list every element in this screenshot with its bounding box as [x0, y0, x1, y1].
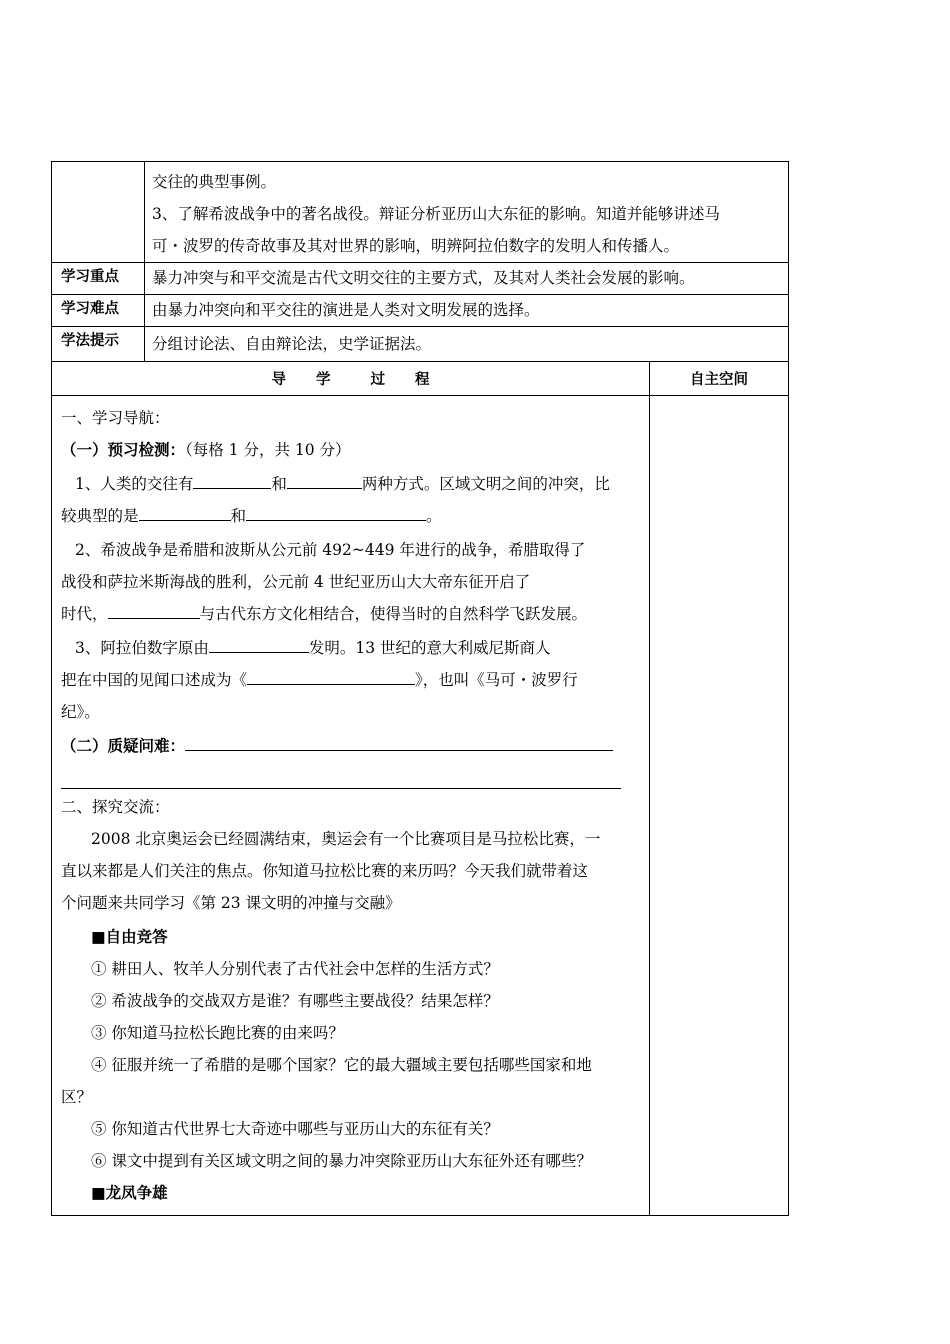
self-space-cell[interactable] — [650, 396, 789, 1216]
objectives-line: 交往的典型事例。 — [152, 173, 277, 191]
pretest-heading — [61, 434, 643, 466]
difficulty-label: 学习难点 — [52, 295, 145, 327]
method-label: 学法提示 — [52, 327, 145, 362]
intro-line: 直以来都是人们关注的焦点。你知道马拉松比赛的来历吗？今天我们就带着这 — [61, 862, 589, 880]
q3-text: 》，也叫《马可・波罗行 — [415, 671, 578, 689]
q2-text: 与古代东方文化相结合，使得当时的自然科学飞跃发展。 — [199, 605, 588, 623]
objectives-line: 可・波罗的传奇故事及其对世界的影响，明辨阿拉伯数字的发明人和传播人。 — [152, 237, 680, 255]
objectives-line: 3、了解希波战争中的著名战役。辩证分析亚历山大东征的影响。知道并能够讲述马 — [152, 205, 720, 223]
q1-text: 1、人类的交往有 — [75, 475, 194, 493]
q2-line1: 2、希波战争是希腊和波斯从公元前 492~449 年进行的战争，希腊取得了 — [75, 541, 586, 559]
objectives-text-cell — [145, 162, 789, 263]
objectives-label-cell — [52, 162, 145, 263]
process-body — [52, 396, 650, 1216]
blank-field[interactable] — [209, 636, 309, 653]
free-question-2: ② 希波战争的交战双方是谁？有哪些主要战役？结果怎样？ — [91, 992, 499, 1010]
q1-text: 较典型的是 — [61, 507, 139, 525]
free-question-4: ④ 征服并统一了希腊的是哪个国家？它的最大疆域主要包括哪些国家和地 — [91, 1056, 592, 1074]
method-row — [52, 327, 789, 362]
question-field[interactable] — [185, 734, 613, 751]
q3-line2 — [61, 664, 643, 696]
process-header-char: 导 — [271, 372, 286, 388]
blank-field[interactable] — [247, 668, 415, 685]
q3-text: 把在中国的见闻口述成为《 — [61, 671, 248, 689]
q3-line1 — [61, 632, 643, 664]
q2-line2: 战役和萨拉米斯海战的胜利，公元前 4 世纪亚历山大大帝东征开启了 — [61, 573, 531, 591]
free-answer-heading: ■自由竞答 — [91, 928, 168, 946]
key-points-label: 学习重点 — [52, 263, 145, 295]
q1-text: 和 — [271, 475, 287, 493]
process-header — [52, 362, 650, 396]
question-field-line2[interactable] — [61, 762, 621, 789]
q2-text: 时代， — [61, 605, 108, 623]
free-question-4-cont: 区？ — [61, 1088, 93, 1106]
section2-title: 二、探究交流： — [61, 798, 170, 816]
free-question-5: ⑤ 你知道古代世界七大奇迹中哪些与亚历山大的东征有关？ — [91, 1120, 499, 1138]
question-label: （二）质疑问难： — [61, 737, 186, 755]
process-header-char: 程 — [415, 372, 430, 388]
q3-text: 发明。13 世纪的意大利威尼斯商人 — [308, 639, 551, 657]
q1-text: 。 — [426, 507, 442, 525]
q2-line3 — [61, 598, 643, 630]
free-question-1: ① 耕田人、牧羊人分别代表了古代社会中怎样的生活方式？ — [91, 960, 499, 978]
key-points-row — [52, 263, 789, 295]
q1-text: 和 — [230, 507, 247, 525]
lesson-plan-page — [51, 161, 788, 1216]
question-heading — [61, 730, 643, 762]
q1-line1 — [61, 468, 643, 500]
q1-text: 两种方式。区域文明之间的冲突，比 — [361, 475, 610, 493]
blank-field[interactable] — [193, 472, 271, 489]
blank-field[interactable] — [108, 602, 200, 619]
lesson-plan-table — [51, 161, 789, 1216]
q3-text: 3、阿拉伯数字原由 — [75, 639, 209, 657]
intro-line: 2008 北京奥运会已经圆满结束，奥运会有一个比赛项目是马拉松比赛，一 — [91, 830, 601, 848]
section1-title: 一、学习导航： — [61, 409, 170, 427]
blank-field[interactable] — [139, 504, 231, 521]
free-question-6: ⑥ 课文中提到有关区域文明之间的暴力冲突除亚历山大东征外还有哪些？ — [91, 1152, 592, 1170]
process-header-row — [52, 362, 789, 396]
self-space-header: 自主空间 — [650, 362, 789, 396]
pretest-score: （每格 1 分，共 10 分） — [185, 441, 351, 459]
blank-field[interactable] — [246, 504, 426, 521]
difficulty-text: 由暴力冲突向和平交往的演进是人类对文明发展的选择。 — [145, 295, 789, 327]
intro-line: 个问题来共同学习《第 23 课文明的冲撞与交融》 — [61, 894, 401, 912]
q3-line3: 纪》。 — [61, 703, 100, 721]
process-body-row — [52, 396, 789, 1216]
process-header-char: 过 — [370, 372, 385, 388]
objectives-row — [52, 162, 789, 263]
difficulty-row — [52, 295, 789, 327]
process-header-char: 学 — [316, 372, 331, 388]
dragon-phoenix-heading: ■龙凤争雄 — [91, 1184, 168, 1202]
free-question-3: ③ 你知道马拉松长跑比赛的由来吗？ — [91, 1024, 344, 1042]
pretest-label: （一）预习检测： — [61, 441, 186, 459]
key-points-text: 暴力冲突与和平交流是古代文明交往的主要方式，及其对人类社会发展的影响。 — [145, 263, 789, 295]
blank-field[interactable] — [287, 472, 362, 489]
q1-line2 — [61, 500, 643, 532]
method-text: 分组讨论法、自由辩论法，史学证据法。 — [145, 327, 789, 362]
